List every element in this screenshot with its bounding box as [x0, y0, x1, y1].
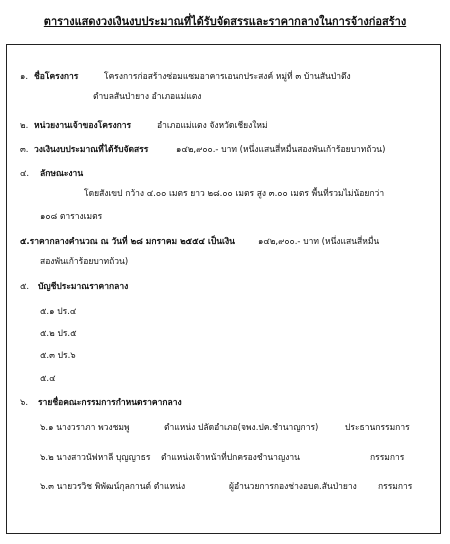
section-1-value-line1: โครงการก่อสร้างซ่อมแซมอาคารเอนกประสงค์ หมู่ที่ ๓ บ้านสันป่าตึง	[104, 72, 351, 82]
committee-member-role: กรรมการ	[378, 482, 413, 492]
section-4-description-line1: โดยสังเขป กว้าง ๔.๐๐ เมตร ยาว ๒๘.๐๐ เมตร สูง ๓.๐๐ เมตร พื้นที่รวมไม่น้อยกว่า	[84, 189, 385, 199]
section-2-label: หน่วยงานเจ้าของโครงการ	[34, 121, 132, 131]
committee-member-position: ตำแหน่ง ปลัดอำเภอ(จพง.ปค.ชำนาญการ)	[164, 423, 319, 433]
section-3-number: ๓.	[20, 145, 29, 155]
section-4-number: ๔.	[20, 169, 30, 179]
section-estimate-label: บัญชีประมาณราคากลาง	[38, 282, 129, 292]
committee-member-position: ผู้อำนวยการกองช่างอบต.สันป่ายาง	[229, 482, 357, 492]
estimate-item: ๕.๑ ปร.๔	[40, 307, 77, 317]
page-title: ตารางแสดงวงเงินงบประมาณที่ได้รับจัดสรรและราคากลางในการจ้างก่อสร้าง	[43, 15, 407, 28]
estimate-item: ๕.๔	[40, 374, 56, 384]
section-4-description-line2: ๑๐๘ ตารางเมตร	[40, 212, 103, 222]
section-estimate-number: ๕.	[20, 282, 30, 292]
estimate-item: ๕.๒ ปร.๕	[40, 329, 77, 339]
section-3-label: วงเงินงบประมาณที่ได้รับจัดสรร	[34, 145, 149, 155]
committee-member-position: ตำแหน่งเจ้าหน้าที่ปกครองชำนาญงาน	[161, 453, 300, 463]
estimate-item: ๕.๓ ปร.๖	[40, 351, 76, 361]
section-1-value-line2: ตำบลสันป่ายาง อำเภอแม่แตง	[93, 92, 202, 102]
committee-member-name: ๖.๑ นางวราภา พวงชมพู	[40, 423, 130, 433]
reference-price-value-line1: ๑๔๒,๙๐๐.- บาท (หนึ่งแสนสี่หมื่น	[258, 237, 380, 247]
committee-member-role: ประธานกรรมการ	[345, 423, 410, 433]
section-committee-label: รายชื่อคณะกรรมการกำหนดราคากลาง	[38, 398, 182, 408]
section-3-value: ๑๔๒,๙๐๐.- บาท (หนึ่งแสนสี่หมื่นสองพันเก้าร้อยบาทถ้วน)	[176, 145, 386, 155]
reference-price-label: ๕.ราคากลางคำนวณ ณ วันที่ ๒๘ มกราคม ๒๕๕๔ เป็นเงิน	[20, 237, 235, 247]
section-1-label: ชื่อโครงการ	[34, 72, 79, 82]
committee-member-role: กรรมการ	[370, 453, 405, 463]
section-4-label: ลักษณะงาน	[40, 169, 84, 179]
reference-price-value-line2: สองพันเก้าร้อยบาทถ้วน)	[40, 257, 129, 267]
section-2-number: ๒.	[20, 121, 29, 131]
section-committee-number: ๖.	[20, 398, 29, 408]
committee-member-name: ๖.๓ นายวรวิช พิพัฒน์กุลกานต์ ตำแหน่ง	[40, 482, 186, 492]
section-2-value: อำเภอแม่แตง จังหวัดเชียงใหม่	[157, 121, 268, 131]
committee-member-name: ๖.๒ นางสาวนัฟหาลี บุญญาธร	[40, 453, 151, 463]
section-1-number: ๑.	[20, 72, 29, 82]
